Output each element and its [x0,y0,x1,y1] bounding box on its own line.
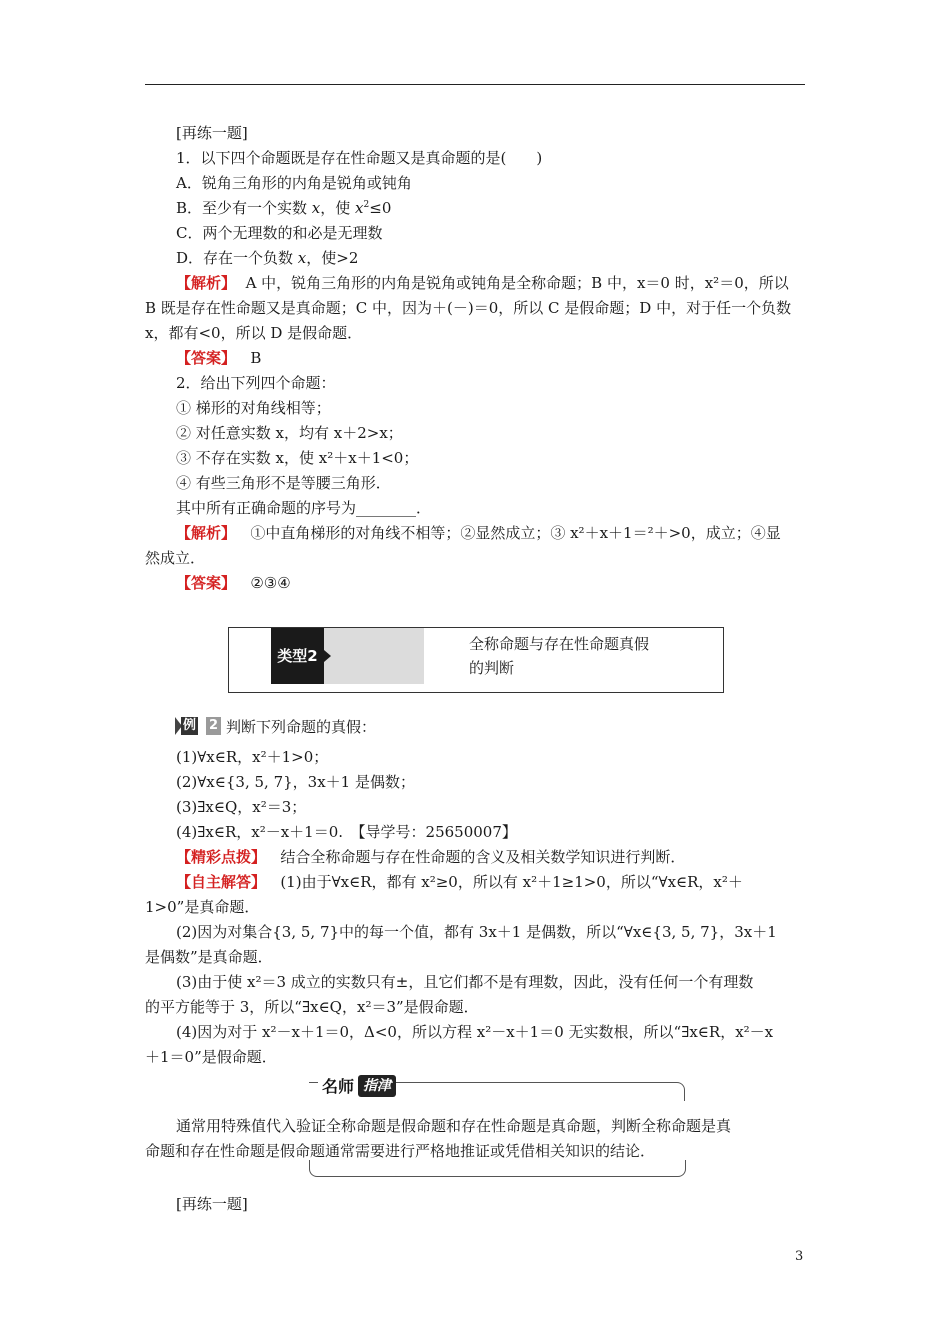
tip-frame-bottom [309,1160,686,1177]
example-prop-2: (2)∀x∈{3, 5, 7}，3x＋1 是偶数； [176,773,415,791]
example-solution-2: (2)因为对集合{3, 5, 7}中的每一个值，都有 3x＋1 是偶数，所以“∀x∈{3, 5, 7}，3x＋1 [176,923,777,941]
tip-label: 名师 指津 [318,1074,396,1100]
example-prop-1: (1)∀x∈R，x²＋1>0； [176,748,329,766]
solution-tag: 【自主解答】 [176,873,267,891]
hint-tag: 【精彩点拨】 [176,848,267,866]
example-solution-3-line2: 的平方能等于 3，所以“∃x∈Q，x²＝3”是假命题． [145,998,479,1016]
answer-tag: 【答案】 [176,574,237,592]
header-rule [145,84,805,85]
type-box [228,627,724,693]
q2-stem: 2．给出下列四个命题： [176,374,336,392]
tip-text-line1: 通常用特殊值代入验证全称命题是假命题和存在性命题是真命题，判断全称命题是真 [176,1117,732,1135]
example-prop-3: (3)∃x∈Q，x²＝3； [176,798,307,816]
analysis-tag: 【解析】 [176,524,237,542]
example-solution-1-line2: 1>0”是真命题． [145,898,260,916]
practice-heading-2: [再练一题] [176,1195,248,1213]
answer-tag: 【答案】 [176,349,237,367]
q2-analysis: 【解析】 ①中直角梯形的对角线不相等；②显然成立；③ x²＋x＋1＝²＋>0，成立；④显 [176,524,781,542]
q1-answer: 【答案】 B [176,349,262,367]
q1-analysis-line2: B 既是存在性命题又是真命题；C 中，因为＋(－)＝0，所以 C 是假命题；D 中，对于任一个负数 [145,299,792,317]
type-title: 全称命题与存在性命题真假 的判断 [469,635,650,677]
q1-analysis: 【解析】 A 中，锐角三角形的内角是锐角或钝角是全称命题；B 中，x＝0 时，x²＝0，所以 [176,274,789,292]
type-tag: 类型2 [271,628,324,684]
example-solution-3: (3)由于使 x²＝3 成立的实数只有±，且它们都不是有理数，因此，没有任何一个有理数 [176,973,754,991]
q2-item-3: ③ 不存在实数 x，使 x²＋x＋1<0； [176,449,419,467]
practice-heading: [再练一题] [176,124,248,142]
q1-option-b: B．至少有一个实数 x，使 $x^2\le 0$ [176,199,392,217]
q2-answer: 【答案】 ②③④ [176,574,291,592]
example-solution-4-line2: ＋1＝0”是假命题． [145,1048,277,1066]
q1-option-d: D．存在一个负数 x，使>2 [176,249,359,267]
q1-stem: 1．以下四个命题既是存在性命题又是真命题的是( ) [176,149,543,167]
q2-item-4: ④ 有些三角形不是等腰三角形． [176,474,391,492]
q2-item-1: ① 梯形的对角线相等； [176,399,331,417]
q1-option-c: C．两个无理数的和必是无理数 [176,224,383,242]
type-tag-band [324,628,424,684]
example-solution-2-line2: 是偶数”是真命题． [145,948,273,966]
example-prop-4: (4)∃x∈R，x²－x＋1＝0. 【导学号：25650007】 [176,823,517,841]
q1-option-a: A．锐角三角形的内角是锐角或钝角 [176,174,412,192]
arrow-icon [324,650,331,662]
q2-blank: 其中所有正确命题的序号为________． [176,499,432,517]
example-hint: 【精彩点拨】 结合全称命题与存在性命题的含义及相关数学知识进行判断． [176,848,686,866]
example-solution-1: 【自主解答】 (1)由于∀x∈R，都有 x²≥0，所以有 x²＋1≥1>0，所以“∀x∈R，x²＋ [176,873,743,891]
example-solution-4: (4)因为对于 x²－x＋1＝0，Δ<0，所以方程 x²－x＋1＝0 无实数根，所以“∃x∈R，x²－x [176,1023,774,1041]
example-stem: 判断下列命题的真假： [226,718,377,736]
q2-analysis-line2: 然成立． [145,549,206,567]
analysis-tag: 【解析】 [176,274,237,292]
page-number: 3 [795,1249,804,1264]
q2-item-2: ② 对任意实数 x，均有 x＋2>x； [176,424,403,442]
tip-text-line2: 命题和存在性命题是假命题通常需要进行严格地推证或凭借相关知识的结论． [145,1142,656,1160]
q1-analysis-line3: x，都有<0，所以 D 是假命题． [145,324,363,342]
